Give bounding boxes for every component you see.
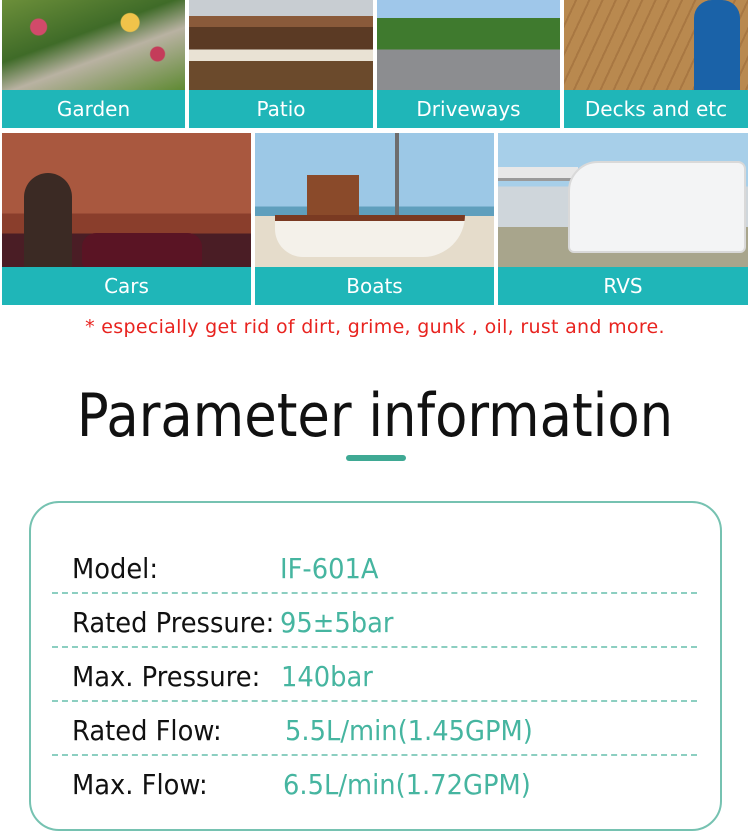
param-label: Rated Pressure: [72, 606, 275, 639]
scene-tile-rvs [498, 133, 748, 305]
scene-tile-garden [2, 0, 185, 128]
usage-note: * especially get rid of dirt, grime, gunk , oil, rust and more. [85, 316, 665, 338]
param-value: IF-601A [280, 552, 379, 585]
title-underline [346, 455, 406, 461]
boat-hull [275, 215, 465, 257]
scene-tile-cars [2, 133, 251, 305]
param-label: Max. Pressure: [72, 660, 261, 693]
scene-tile-driveways [377, 0, 560, 128]
driveways-image [377, 0, 560, 90]
scene-caption: RVS [498, 267, 748, 305]
scene-tile-decks [564, 0, 748, 128]
section-title: Parameter information [76, 381, 674, 451]
scene-caption: Boats [255, 267, 494, 305]
patio-image [189, 0, 373, 90]
param-row-model [52, 540, 697, 594]
boat-mast [395, 133, 399, 219]
scene-caption: Decks and etc [564, 90, 748, 128]
scene-caption: Patio [189, 90, 373, 128]
param-row-rated-pressure [52, 594, 697, 648]
rv-awning [498, 167, 578, 181]
scene-caption: Cars [2, 267, 251, 305]
decks-image [564, 0, 748, 90]
scene-tile-patio [189, 0, 373, 128]
rv-van [568, 161, 746, 253]
castle-arch [24, 173, 72, 268]
param-value: 140bar [281, 660, 373, 693]
rvs-image [498, 133, 748, 267]
param-row-max-pressure [52, 648, 697, 702]
scene-caption: Driveways [377, 90, 560, 128]
scene-tile-boats [255, 133, 494, 305]
param-label: Rated Flow: [72, 714, 222, 747]
param-label: Max. Flow: [72, 768, 208, 801]
param-value: 95±5bar [280, 606, 394, 639]
param-value: 5.5L/min(1.45GPM) [285, 714, 533, 747]
cars-image [2, 133, 251, 267]
param-row-rated-flow [52, 702, 697, 756]
car-shape [82, 233, 202, 267]
param-row-max-flow [52, 756, 697, 810]
param-value: 6.5L/min(1.72GPM) [283, 768, 531, 801]
param-label: Model: [72, 552, 159, 585]
garden-image [2, 0, 185, 90]
worker-figure [694, 0, 740, 90]
boat-cabin [307, 175, 359, 219]
boats-image [255, 133, 494, 267]
scene-caption: Garden [2, 90, 185, 128]
